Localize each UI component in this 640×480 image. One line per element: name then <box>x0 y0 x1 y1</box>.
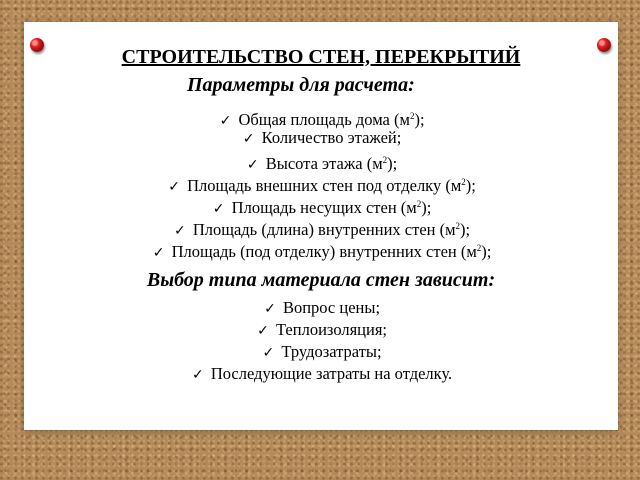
note-card <box>24 22 618 430</box>
list-item: ✓ Высота этажа $(м^2)$; <box>24 149 618 171</box>
section-title-material: Выбор типа материала стен зависит: <box>146 269 496 291</box>
parameters-list <box>24 105 618 259</box>
checkmark-icon: ✓ <box>257 323 269 339</box>
checkmark-icon: ✓ <box>264 301 276 317</box>
checkmark-icon: ✓ <box>246 157 259 173</box>
list-item: ✓ Площадь несущих стен $(м^2)$; <box>24 193 618 215</box>
page-title: СТРОИТЕЛЬСТВО СТЕН, ПЕРЕКРЫТИЙ <box>121 46 521 68</box>
list-item: ✓ Общая площадь дома $(м^2)$; <box>24 105 618 127</box>
checkmark-icon: ✓ <box>212 201 225 217</box>
checkmark-icon: ✓ <box>173 223 186 239</box>
list-item: ✓ Трудозатраты; <box>24 341 618 363</box>
checkmark-icon: ✓ <box>168 179 180 195</box>
section-title-parameters: Параметры для расчета: <box>187 74 415 96</box>
list-item: ✓ Площадь (под отделку) внутренних стен $(м^2)$; <box>24 237 618 259</box>
list-item: ✓ Теплоизоляция; <box>24 319 618 341</box>
list-item: ✓ Вопрос цены; <box>24 297 618 319</box>
list-item: ✓ Количество этажей; <box>24 127 618 149</box>
material-factors-list <box>24 297 618 385</box>
list-item: ✓ Площадь (длина) внутренних стен $(м^2)$; <box>24 215 618 237</box>
list-item: ✓ Последующие затраты на отделку. <box>24 363 618 385</box>
checkmark-icon: ✓ <box>152 245 165 261</box>
checkmark-icon: ✓ <box>242 131 255 147</box>
list-item: ✓ Площадь внешних стен под отделку $(м^2)$; <box>24 171 618 193</box>
checkmark-icon: ✓ <box>191 367 204 383</box>
checkmark-icon: ✓ <box>262 345 275 361</box>
checkmark-icon: ✓ <box>219 113 232 129</box>
